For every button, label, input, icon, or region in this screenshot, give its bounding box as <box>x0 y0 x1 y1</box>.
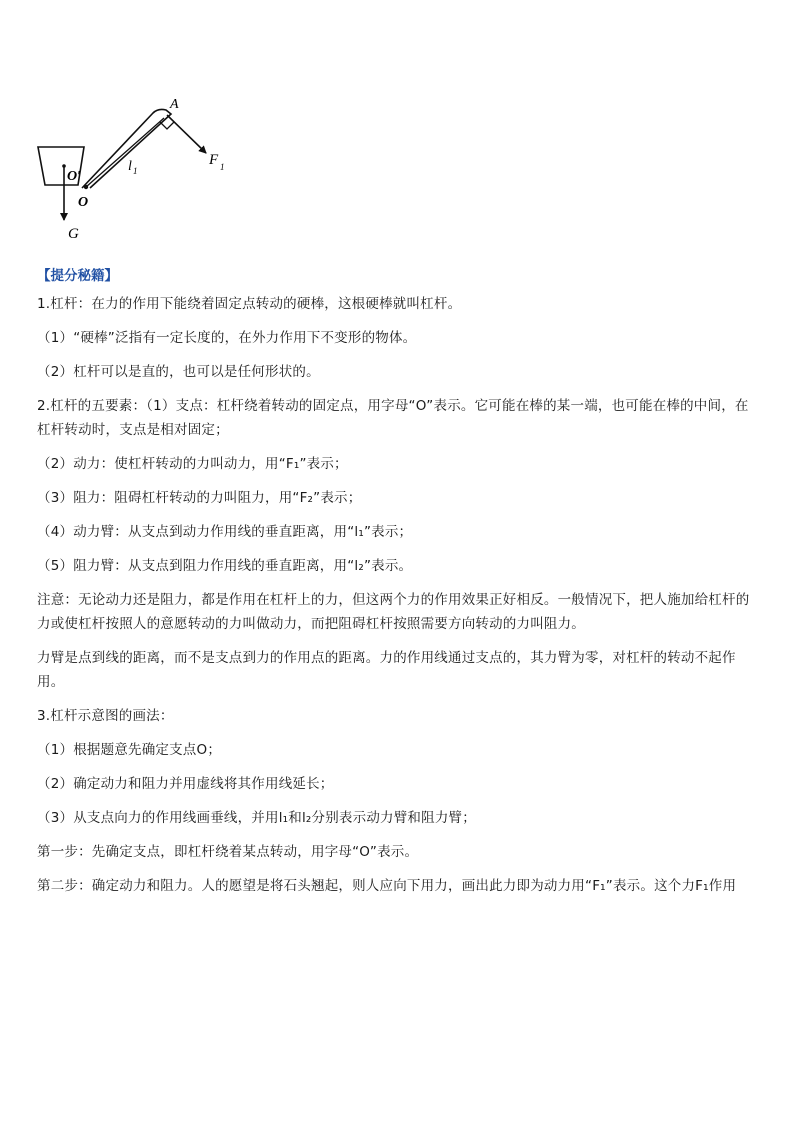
label-o: O <box>78 195 89 210</box>
paragraph-resistance: （3）阻力：阻碍杠杆转动的力叫阻力，用“F₂”表示； <box>37 490 362 506</box>
lever-arm-l1-line <box>86 118 164 187</box>
label-f: F <box>209 152 219 168</box>
pivot-point <box>84 185 88 189</box>
label-a: A <box>170 97 179 112</box>
paragraph-second-step: 第二步：确定动力和阻力。人的愿望是将石头翘起，则人应向下用力，画出此力即为动力用“F₁”表示。这个力F₁作用 <box>37 878 737 894</box>
lever-diagram <box>30 88 250 248</box>
paragraph-effort-arm: （4）动力臂：从支点到动力作用线的垂直距离，用“l₁”表示； <box>37 524 413 540</box>
paragraph-note: 注意：无论动力还是阻力，都是作用在杠杆上的力，但这两个力的作用效果正好相反。一般情况下，把人施加给杠杆的力或使杠杆按照人的意愿转动的力叫做动力，而把阻碍杠杆按照需要方向转动的力叫阻力。 <box>37 592 750 632</box>
paragraph-effort: （2）动力：使杠杆转动的力叫动力，用“F₁”表示； <box>37 456 348 472</box>
lever-diagram-svg <box>30 88 250 248</box>
label-l-sub: 1 <box>133 166 138 176</box>
paragraph-five-elements: 2.杠杆的五要素：（1）支点：杠杆绕着转动的固定点，用字母“O”表示。它可能在棒的某一端，也可能在棒的中间，在杠杆转动时，支点是相对固定； <box>37 398 749 438</box>
section-heading: 【提分秘籍】 <box>37 268 118 284</box>
document-body <box>37 264 757 908</box>
label-o-prime: O′ <box>67 169 82 184</box>
paragraph-rigid-rod: （1）“硬棒”泛指有一定长度的，在外力作用下不变形的物体。 <box>37 330 417 346</box>
paragraph-drawing-method: 3.杠杆示意图的画法： <box>37 708 174 724</box>
label-l: l <box>128 159 132 174</box>
paragraph-step-pivot: （1）根据题意先确定支点O； <box>37 742 222 758</box>
paragraph-arm-distance: 力臂是点到线的距离，而不是支点到力的作用点的距离。力的作用线通过支点的，其力臂为零，对杠杆的转动不起作用。 <box>37 650 736 690</box>
label-f-sub: 1 <box>220 162 225 172</box>
force-f1-arrow <box>167 115 206 153</box>
paragraph-lever-definition: 1.杠杆：在力的作用下能绕着固定点转动的硬棒，这根硬棒就叫杠杆。 <box>37 296 462 312</box>
paragraph-step-arms: （3）从支点向力的作用线画垂线，并用l₁和l₂分别表示动力臂和阻力臂； <box>37 810 476 826</box>
lever-rod <box>82 109 171 188</box>
label-g: G <box>68 226 79 242</box>
paragraph-resistance-arm: （5）阻力臂：从支点到阻力作用线的垂直距离，用“l₂”表示。 <box>37 558 413 574</box>
paragraph-first-step: 第一步：先确定支点，即杠杆绕着某点转动，用字母“O”表示。 <box>37 844 419 860</box>
paragraph-step-forces: （2）确定动力和阻力并用虚线将其作用线延长； <box>37 776 334 792</box>
paragraph-lever-shape: （2）杠杆可以是直的，也可以是任何形状的。 <box>37 364 320 380</box>
